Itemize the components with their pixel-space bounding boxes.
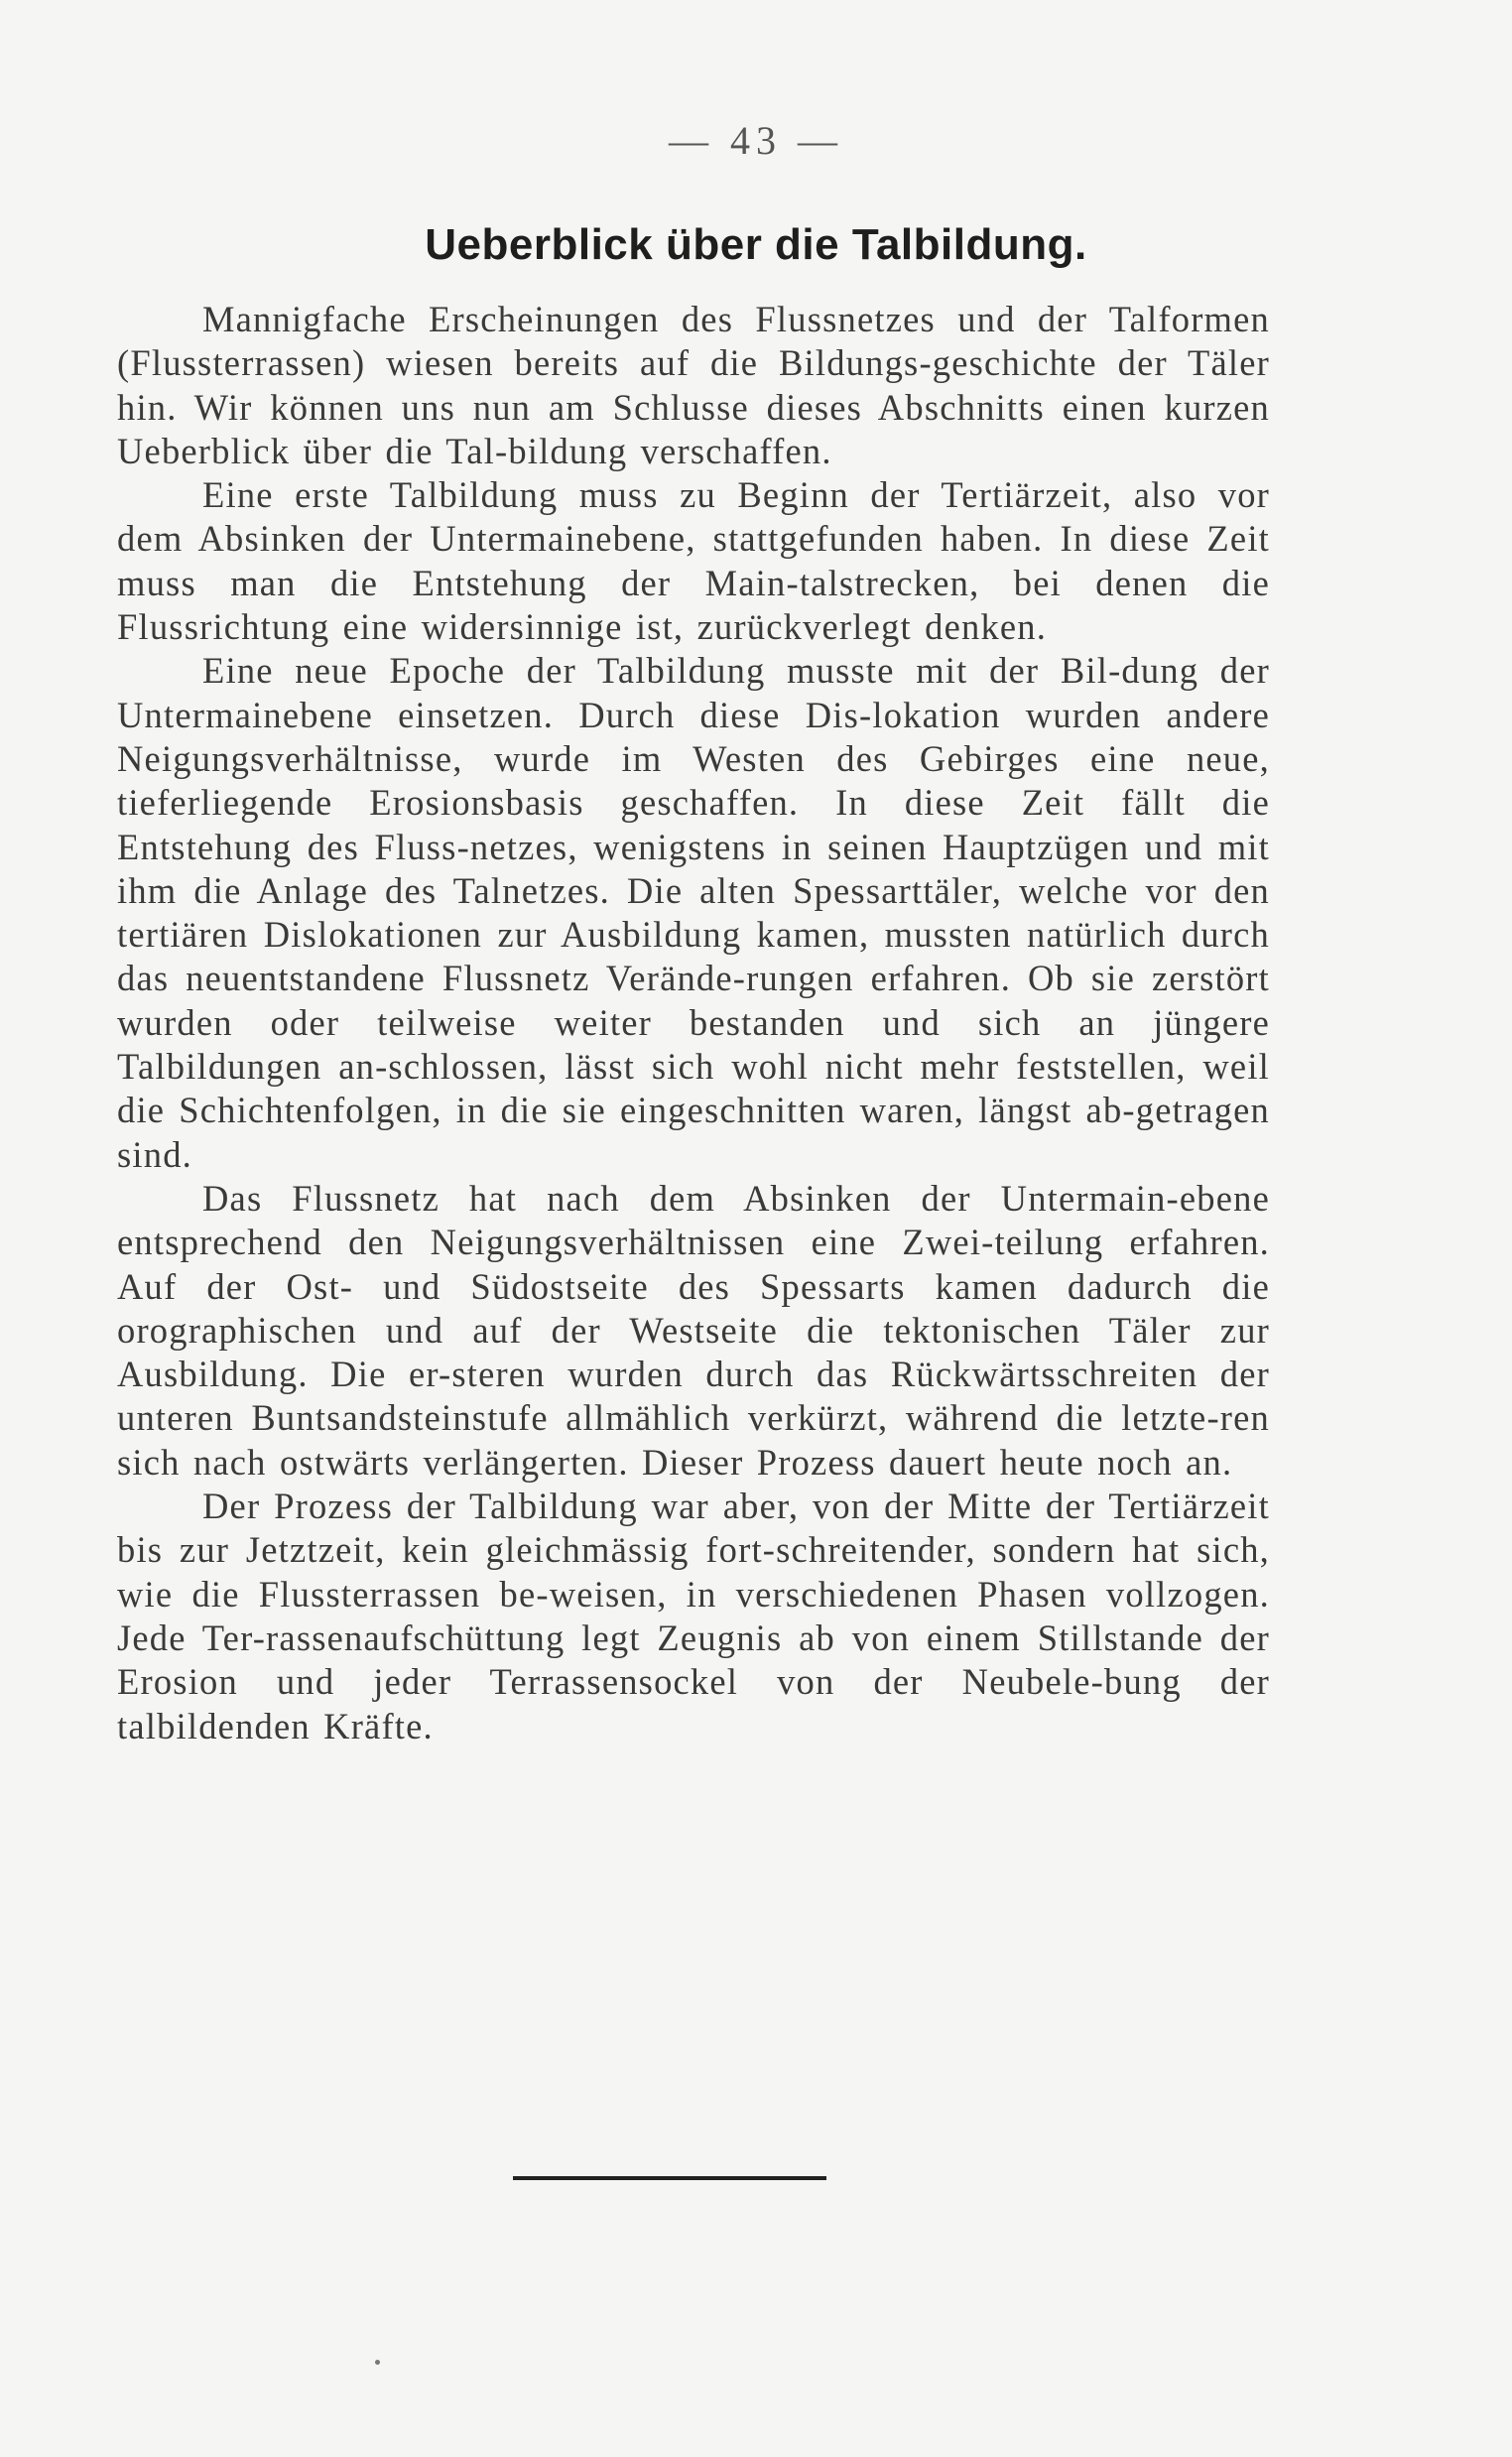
paragraph-1: Mannigfache Erscheinungen des Flussnetzes und der Talformen (Flussterrassen) wiesen bereits auf die Bildungs-geschichte der Täler hin. Wir können uns nun am Schlusse dieses Abschnitts einen kurzen Ueberblick über die Tal-bildung verschaffen. [117,299,1270,471]
page-number: — 43 — [669,118,843,163]
paragraph-5: Der Prozess der Talbildung war aber, von der Mitte der Tertiärzeit bis zur Jetztzeit, kein gleichmässig fort-schreitender, sondern hat sich, wie die Flussterrassen be-weisen, in verschiedenen Phasen vollzogen. Jede Ter-rassenaufschüttung legt Zeugnis ab von einem Stillstande der Erosion und jeder Terrassensockel von der Neubele-bung der talbildenden Kräfte. [117,1486,1270,1746]
paragraph-4: Das Flussnetz hat nach dem Absinken der Untermain-ebene entsprechend den Neigungsverhältnissen eine Zwei-teilung erfahren. Auf der Ost- und Südostseite des Spessarts kamen dadurch die orographischen und auf der Westseite die tektonischen Täler zur Ausbildung. Die er-steren wurden durch das Rückwärtsschreiten der unteren Buntsandsteinstufe allmählich verkürzt, während die letzte-ren sich nach ostwärts verlängerten. Dieser Prozess dauert heute noch an. [117,1177,1270,1483]
paragraph-3: Eine neue Epoche der Talbildung musste mit der Bil-dung der Untermainebene einsetzen. Durch diese Dis-lokation wurden andere Neigungsverhältnisse, wurde im Westen des Gebirges eine neue, tieferliegende Erosionsbasis geschaffen. In diese Zeit fällt die Entstehung des Fluss-netzes, wenigstens in seinen Hauptzügen und mit ihm die Anlage des Talnetzes. Die alten Spessarttäler, welche vor den tertiären Dislokationen zur Ausbildung kamen, mussten natürlich durch das neuentstandene Flussnetz Verände-rungen erfahren. Ob sie zerstört wurden oder teilweise weiter bestanden und sich an jüngere Talbildungen an-schlossen, lässt sich wohl nicht mehr feststellen, weil die Schichtenfolgen, in die sie eingeschnitten waren, längst ab-getragen sind. [117,650,1270,1175]
print-speck [375,2360,380,2365]
section-title: Ueberblick über die Talbildung. [425,220,1087,269]
section-end-rule [513,2176,826,2180]
body-text [117,298,1270,1748]
paragraph-2: Eine erste Talbildung muss zu Beginn der Tertiärzeit, also vor dem Absinken der Untermainebene, stattgefunden haben. In diese Zeit muss man die Entstehung der Main-talstrecken, bei denen die Flussrichtung eine widersinnige ist, zurückverlegt denken. [117,474,1270,648]
